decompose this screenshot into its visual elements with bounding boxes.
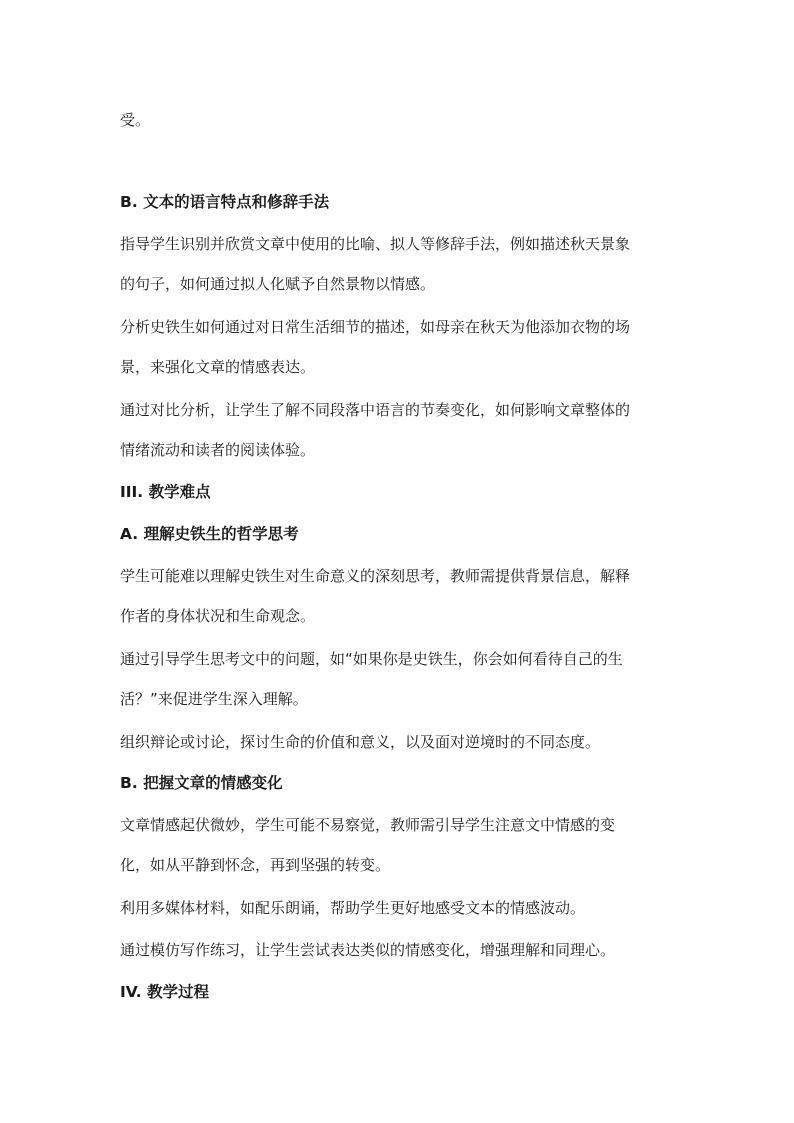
section-heading: B. 把握文章的情感变化 xyxy=(120,774,283,792)
paragraph-line: 通过对比分析，让学生了解不同段落中语言的节奏变化，如何影响文章整体的 xyxy=(120,401,631,419)
paragraph-line: 分析史铁生如何通过对日常生活细节的描述，如母亲在秋天为他添加衣物的场 xyxy=(120,318,631,336)
paragraph-line: 通过模仿写作练习，让学生尝试表达类似的情感变化，增强理解和同理心。 xyxy=(120,941,616,959)
paragraph-line: 指导学生识别并欣赏文章中使用的比喻、拟人等修辞手法，例如描述秋天景象 xyxy=(120,235,631,253)
paragraph-line: 组织辩论或讨论，探讨生命的价值和意义，以及面对逆境时的不同态度。 xyxy=(120,733,601,751)
paragraph-line: 学生可能难以理解史铁生对生命意义的深刻思考，教师需提供背景信息，解释 xyxy=(120,567,631,585)
paragraph-line: 作者的身体状况和生命观念。 xyxy=(120,607,316,625)
paragraph-line: 景，来强化文章的情感表达。 xyxy=(120,358,316,376)
paragraph-line: 情绪流动和读者的阅读体验。 xyxy=(120,441,316,459)
paragraph-line: 的句子，如何通过拟人化赋予自然景物以情感。 xyxy=(120,275,436,293)
section-heading: B. 文本的语言特点和修辞手法 xyxy=(120,193,330,211)
section-heading: A. 理解史铁生的哲学思考 xyxy=(120,525,299,543)
chapter-heading: IV. 教学过程 xyxy=(120,983,210,1001)
paragraph-line: 活？”来促进学生深入理解。 xyxy=(120,690,308,708)
paragraph-line: 通过引导学生思考文中的问题，如“如果你是史铁生，你会如何看待自己的生 xyxy=(120,650,623,668)
chapter-heading: III. 教学难点 xyxy=(120,483,211,501)
paragraph-line: 利用多媒体材料，如配乐朗诵，帮助学生更好地感受文本的情感波动。 xyxy=(120,899,586,917)
paragraph-line: 受。 xyxy=(120,111,151,129)
paragraph-line: 化，如从平静到怀念，再到坚强的转变。 xyxy=(120,856,391,874)
paragraph-line: 文章情感起伏微妙，学生可能不易察觉，教师需引导学生注意文中情感的变 xyxy=(120,816,616,834)
